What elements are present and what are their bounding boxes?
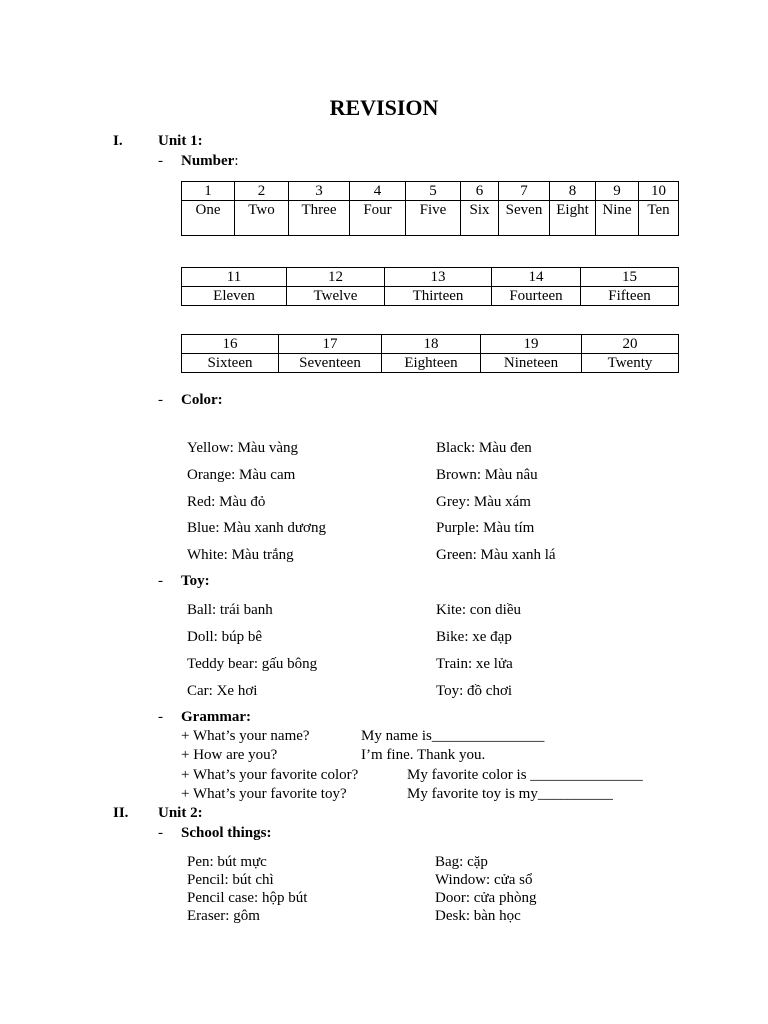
- grammar-answer: My name is_______________: [361, 728, 545, 744]
- number-cell: 1: [182, 182, 235, 201]
- number-table-11-15: [181, 267, 679, 306]
- toy-heading: Toy:: [181, 573, 210, 589]
- word-cell: Fifteen: [581, 287, 679, 306]
- number-cell: 15: [581, 268, 679, 287]
- number-cell: 9: [596, 182, 639, 201]
- toy-item: Toy: đồ chơi: [436, 683, 513, 699]
- number-cell: 2: [235, 182, 289, 201]
- toy-item: Car: Xe hơi: [187, 683, 258, 699]
- school-things-heading: School things:: [181, 825, 272, 841]
- color-item: Purple: Màu tím: [436, 520, 535, 536]
- toy-item: Ball: trái banh: [187, 602, 273, 618]
- number-colon: :: [234, 153, 239, 169]
- number-cell: 13: [385, 268, 492, 287]
- color-item: Green: Màu xanh lá: [436, 547, 556, 563]
- word-cell: Two: [235, 201, 289, 236]
- number-cell: 6: [461, 182, 499, 201]
- color-item: Black: Màu đen: [436, 440, 532, 456]
- grammar-heading: Grammar:: [181, 709, 251, 725]
- color-heading: Color:: [181, 392, 223, 408]
- number-heading: [181, 152, 239, 170]
- color-item: Red: Màu đỏ: [187, 494, 266, 510]
- color-item: Grey: Màu xám: [436, 494, 531, 510]
- number-cell: 4: [350, 182, 406, 201]
- word-cell: Fourteen: [492, 287, 581, 306]
- word-cell: Twelve: [287, 287, 385, 306]
- section-heading-unit-1: Unit 1:: [158, 133, 203, 149]
- grammar-question: + What’s your favorite color?: [181, 767, 359, 783]
- school-item: Window: cửa sổ: [435, 872, 533, 888]
- toy-item: Kite: con diều: [436, 602, 521, 618]
- number-cell: 20: [582, 335, 679, 354]
- number-cell: 3: [289, 182, 350, 201]
- number-table-16-20: [181, 334, 679, 373]
- toy-item: Doll: búp bê: [187, 629, 262, 645]
- school-dash: -: [158, 825, 163, 841]
- word-cell: Eight: [550, 201, 596, 236]
- word-cell: Eleven: [182, 287, 287, 306]
- word-cell: Nine: [596, 201, 639, 236]
- school-item: Door: cửa phòng: [435, 890, 537, 906]
- word-cell: Seven: [499, 201, 550, 236]
- toy-item: Teddy bear: gấu bông: [187, 656, 318, 672]
- toy-item: Bike: xe đạp: [436, 629, 512, 645]
- grammar-answer: I’m fine. Thank you.: [361, 747, 486, 763]
- toy-dash: -: [158, 573, 163, 589]
- color-item: Yellow: Màu vàng: [187, 440, 298, 456]
- color-item: Orange: Màu cam: [187, 467, 296, 483]
- word-cell: Eighteen: [382, 354, 481, 373]
- number-cell: 19: [481, 335, 582, 354]
- number-cell: 7: [499, 182, 550, 201]
- number-cell: 16: [182, 335, 279, 354]
- word-cell: Thirteen: [385, 287, 492, 306]
- word-cell: Sixteen: [182, 354, 279, 373]
- number-cell: 18: [382, 335, 481, 354]
- color-item: Blue: Màu xanh dương: [187, 520, 326, 536]
- school-item: Pencil case: hộp bút: [187, 890, 308, 906]
- number-cell: 10: [639, 182, 679, 201]
- section-numeral-1: I.: [113, 133, 123, 149]
- page-title: REVISION: [329, 95, 439, 120]
- number-cell: 11: [182, 268, 287, 287]
- number-cell: 17: [279, 335, 382, 354]
- toy-item: Train: xe lửa: [436, 656, 513, 672]
- word-cell: Ten: [639, 201, 679, 236]
- word-cell: Nineteen: [481, 354, 582, 373]
- number-cell: 8: [550, 182, 596, 201]
- grammar-answer: My favorite color is _______________: [407, 767, 643, 783]
- number-cell: 12: [287, 268, 385, 287]
- number-label: Number: [181, 153, 235, 169]
- number-cell: 14: [492, 268, 581, 287]
- word-cell: Three: [289, 201, 350, 236]
- color-dash: -: [158, 392, 163, 408]
- school-item: Eraser: gôm: [187, 908, 260, 924]
- word-cell: Seventeen: [279, 354, 382, 373]
- school-item: Desk: bàn học: [435, 908, 521, 924]
- word-cell: One: [182, 201, 235, 236]
- word-cell: Twenty: [582, 354, 679, 373]
- grammar-question: + What’s your favorite toy?: [181, 786, 347, 802]
- school-item: Pen: bút mực: [187, 854, 267, 870]
- color-item: Brown: Màu nâu: [436, 467, 538, 483]
- grammar-dash: -: [158, 709, 163, 725]
- word-cell: Six: [461, 201, 499, 236]
- color-item: White: Màu trắng: [187, 547, 294, 563]
- grammar-answer: My favorite toy is my__________: [407, 786, 613, 802]
- grammar-question: + What’s your name?: [181, 728, 310, 744]
- number-cell: 5: [406, 182, 461, 201]
- number-table-1-10: [181, 181, 679, 236]
- section-numeral-2: II.: [113, 805, 129, 821]
- section-heading-unit-2: Unit 2:: [158, 805, 203, 821]
- grammar-question: + How are you?: [181, 747, 278, 763]
- word-cell: Five: [406, 201, 461, 236]
- school-item: Pencil: bút chì: [187, 872, 274, 888]
- word-cell: Four: [350, 201, 406, 236]
- number-dash: -: [158, 153, 163, 169]
- school-item: Bag: cặp: [435, 854, 488, 870]
